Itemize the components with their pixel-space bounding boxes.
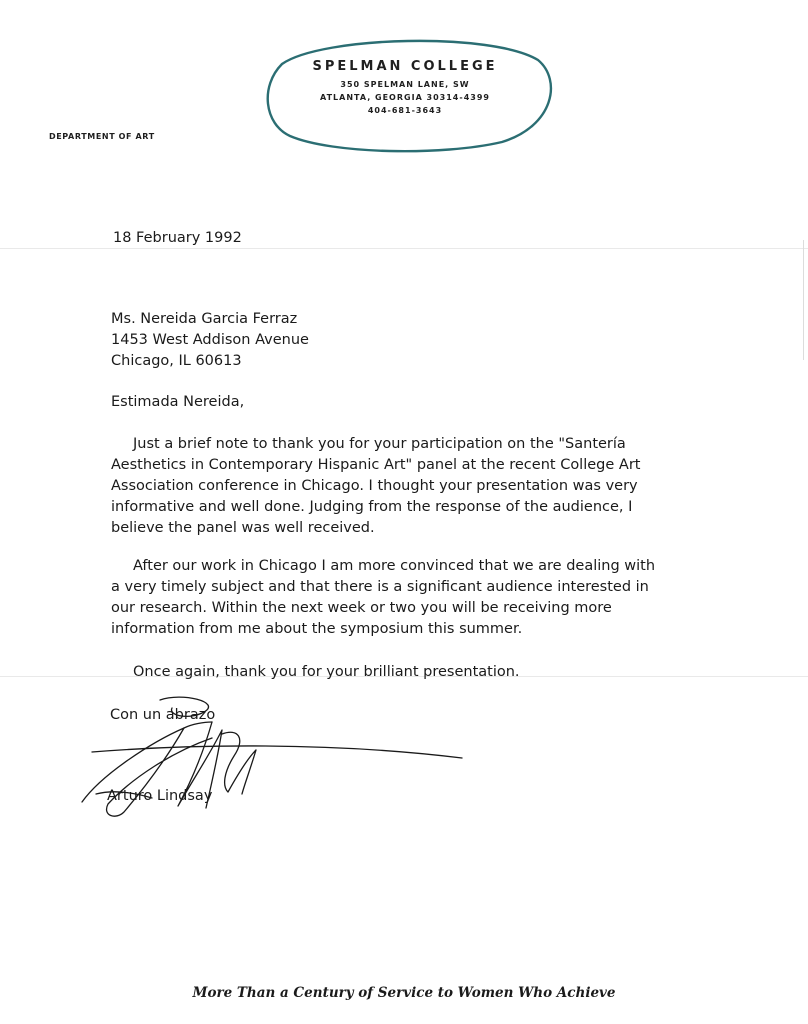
- signature-stroke: [184, 722, 212, 728]
- college-street-address: 350 SPELMAN LANE, SW: [340, 80, 470, 89]
- college-city-address: ATLANTA, GEORGIA 30314-4399: [320, 93, 490, 102]
- department-name: DEPARTMENT OF ART: [49, 132, 155, 141]
- paragraph-line: After our work in Chicago I am more convinced that we are dealing with: [133, 558, 656, 574]
- page-edge: [803, 240, 804, 360]
- paragraph-line: information from me about the symposium this summer.: [111, 621, 523, 637]
- college-name: SPELMAN COLLEGE: [312, 59, 498, 74]
- recipient-city: Chicago, IL 60613: [111, 353, 242, 369]
- paragraph-symposium: [111, 556, 711, 640]
- footer-motto: More Than a Century of Service to Women Who Achieve: [192, 985, 616, 1001]
- paragraph-line: a very timely subject and that there is a significant audience interested in: [111, 579, 649, 595]
- college-phone: 404-681-3643: [367, 106, 443, 115]
- signature-stroke: [222, 732, 256, 794]
- signature-stroke: [160, 697, 209, 716]
- paragraph-line: informative and well done. Judging from the response of the audience, I: [111, 499, 633, 515]
- recipient-name: Ms. Nereida Garcia Ferraz: [111, 311, 298, 327]
- paragraph-line: our research. Within the next week or two you will be receiving more: [111, 600, 612, 616]
- paragraph-closing: [111, 662, 711, 683]
- paragraph-line: Once again, thank you for your brilliant presentation.: [133, 664, 520, 680]
- paragraph-line: Just a brief note to thank you for your participation on the "Santería: [133, 436, 626, 452]
- paragraph-line: believe the panel was well received.: [111, 520, 375, 536]
- signer-name: Arturo Lindsay: [107, 788, 213, 804]
- paragraph-thanks: [111, 434, 711, 539]
- paragraph-line: Aesthetics in Contemporary Hispanic Art" panel at the recent College Art: [111, 457, 641, 473]
- recipient-street: 1453 West Addison Avenue: [111, 332, 309, 348]
- letter-date: 18 February 1992: [113, 230, 242, 246]
- paragraph-line: Association conference in Chicago. I thought your presentation was very: [111, 478, 638, 494]
- closing-phrase: Con un abrazo: [110, 707, 216, 723]
- salutation: Estimada Nereida,: [111, 394, 245, 410]
